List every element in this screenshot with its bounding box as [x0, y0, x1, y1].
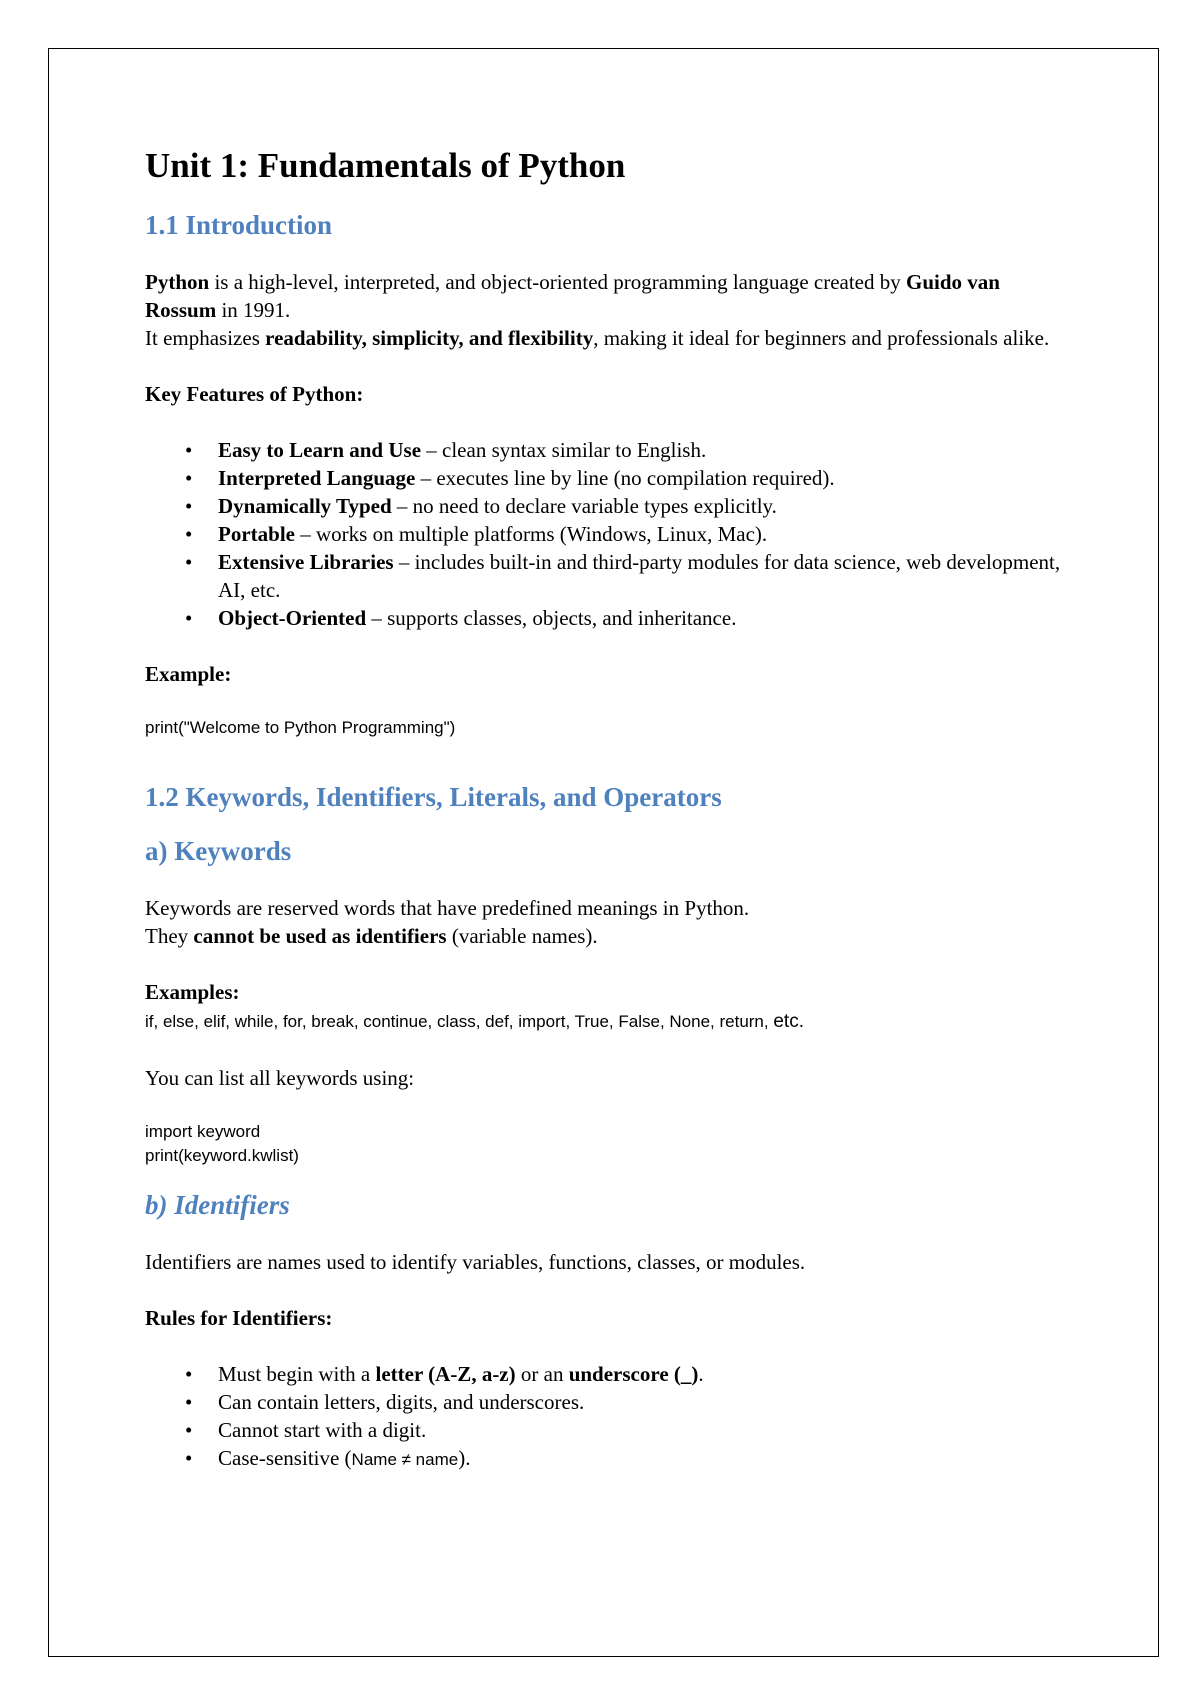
bold-term: Guido van Rossum [145, 270, 1000, 322]
list-item: • Easy to Learn and Use – clean syntax similar to English. [185, 438, 707, 462]
bullet-icon: • [185, 494, 193, 518]
bullet-icon: • [185, 1418, 193, 1442]
bold-term: readability, simplicity, and flexibility [265, 326, 594, 350]
list-item: • Extensive Libraries – includes built-in and third-party modules for data science, web development, AI, etc. [185, 550, 1061, 602]
bullet-icon: • [185, 606, 193, 630]
bold-term: cannot be used as identifiers [193, 924, 447, 948]
list-item: • Case-sensitive (Name ≠ name). [185, 1446, 471, 1470]
list-item: • Object-Oriented – supports classes, objects, and inheritance. [185, 606, 737, 630]
document-body [145, 145, 1075, 1502]
list-item: • Interpreted Language – executes line by line (no compilation required). [185, 466, 835, 490]
section-heading-keywords-identifiers: 1.2 Keywords, Identifiers, Literals, and Operators [145, 782, 722, 812]
bullet-icon: • [185, 1390, 193, 1414]
code-print-kwlist: print(keyword.kwlist) [145, 1146, 299, 1165]
list-item: • Portable – works on multiple platforms (Windows, Linux, Mac). [185, 522, 768, 546]
subsection-heading-identifiers: b) Identifiers [145, 1190, 290, 1220]
rules-list [145, 1360, 1075, 1474]
features-list [145, 436, 1075, 632]
list-item: • Must begin with a letter (A-Z, a-z) or an underscore (_). [185, 1362, 704, 1386]
bullet-icon: • [185, 1362, 193, 1386]
section-heading-introduction: 1.1 Introduction [145, 210, 333, 240]
keywords-line-1: Keywords are reserved words that have predefined meanings in Python. [145, 896, 750, 920]
keywords-examples-list: if, else, elif, while, for, break, continue, class, def, import, True, False, None, return, etc. [145, 1011, 804, 1032]
list-item: • Can contain letters, digits, and underscores. [185, 1390, 585, 1414]
list-item: • Cannot start with a digit. [185, 1418, 427, 1442]
bullet-icon: • [185, 550, 193, 574]
subsection-heading-keywords: a) Keywords [145, 836, 292, 866]
bullet-icon: • [185, 522, 193, 546]
code-example-print: print("Welcome to Python Programming") [145, 718, 456, 737]
features-heading: Key Features of Python: [145, 382, 364, 406]
identifiers-line-1: Identifiers are names used to identify variables, functions, classes, or modules. [145, 1250, 806, 1274]
intro-paragraph-1: Python is a high-level, interpreted, and object-oriented programming language created by Guido van Rossum in 1991. [145, 270, 1000, 322]
list-item: • Dynamically Typed – no need to declare variable types explicitly. [185, 494, 777, 518]
keywords-list-line: You can list all keywords using: [145, 1066, 415, 1090]
bullet-icon: • [185, 1446, 193, 1470]
bullet-icon: • [185, 466, 193, 490]
keywords-line-2: They cannot be used as identifiers (variable names). [145, 924, 598, 948]
code-import-keyword: import keyword [145, 1122, 261, 1141]
bullet-icon: • [185, 438, 193, 462]
example-heading: Example: [145, 662, 232, 686]
rules-heading: Rules for Identifiers: [145, 1306, 333, 1330]
bold-term: Python [145, 270, 210, 294]
keywords-examples-heading: Examples: [145, 980, 240, 1004]
document-title: Unit 1: Fundamentals of Python [145, 146, 626, 185]
intro-paragraph-2: It emphasizes readability, simplicity, and flexibility, making it ideal for beginners and professionals alike. [145, 326, 1050, 350]
